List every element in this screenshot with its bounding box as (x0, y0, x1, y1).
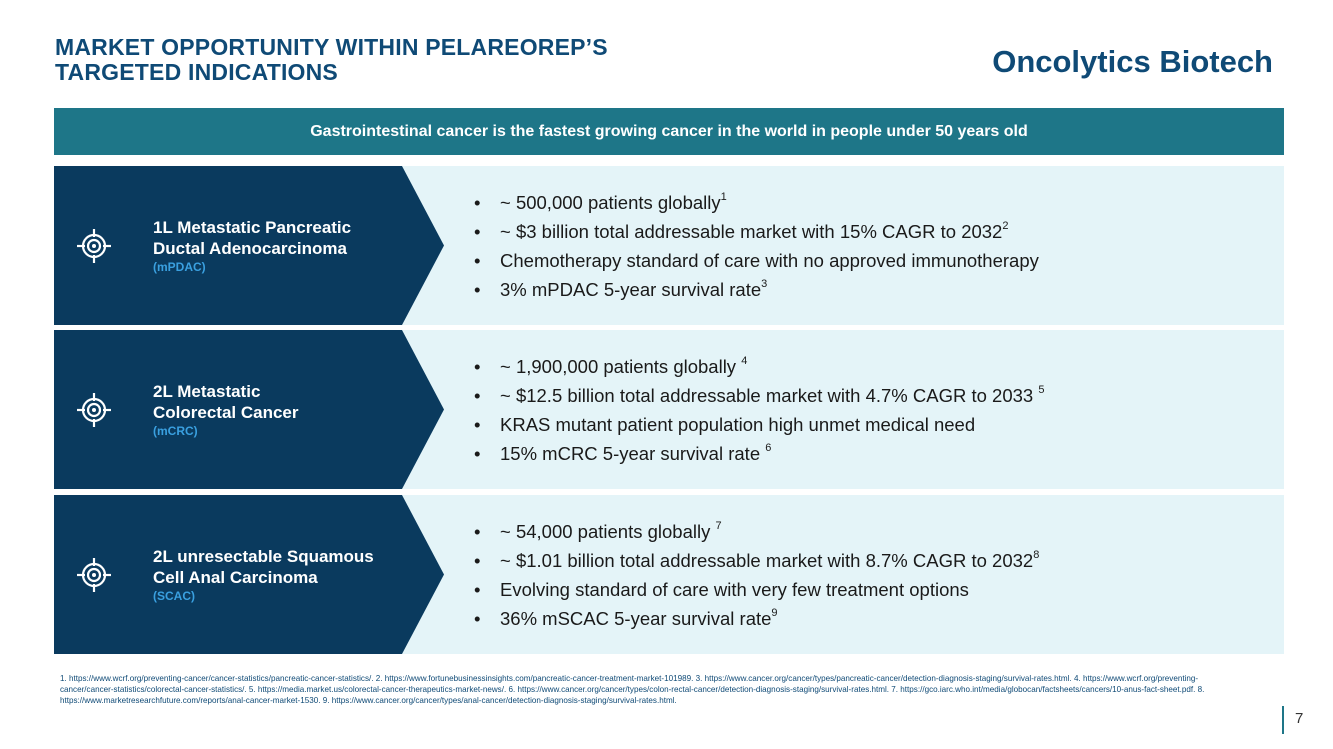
brand-name: Oncolytics Biotech (992, 44, 1273, 79)
bullet-item: • 36% mSCAC 5-year survival rate$^9$ (474, 604, 1039, 633)
references-footnote: 1. https://www.wcrf.org/preventing-cancer/cancer-statistics/pancreatic-cancer-statistics/. 2. https://www.fortunebusinessinsights.com/pancreatic-cancer-treatment-market-101989. 3. https://www.cancer.org/cancer/types/pancreatic-cancer/detection-diagnosis-staging/survival-rates.html. 4. https://www.wcrf.org/preventing-cancer/cancer-statistics/colorectal-cancer-statistics/. 5. https://media.market.us/colorectal-cancer-therapeutics-market-news/. 6. https://www.cancer.org/cancer/types/colon-rectal-cancer/detection-diagnosis-staging/survival-rates.html. 7. https://gco.iarc.who.int/media/globocan/factsheets/cancers/10-anus-fact-sheet.pdf. 8. https://www.marketresearchfuture.com/reports/anal-cancer-market-1530. 9. https://www.cancer.org/cancer/types/anal-cancer/detection-diagnosis-staging/survival-rates.html. (60, 674, 1205, 705)
bullet-item: • ~ $12.5 billion total addressable market with 4.7% CAGR to 2033 $^5$ (474, 381, 1044, 410)
indication-abbreviation: (SCAC) (153, 588, 195, 603)
indication-bullets (474, 188, 1039, 304)
slide-title-line1: MARKET OPPORTUNITY WITHIN PELAREOREP’S (55, 34, 608, 60)
footnote-marker: 8 (1033, 549, 1040, 562)
footnote-marker: 2 (1002, 220, 1009, 233)
footnote-marker: 4 (741, 355, 748, 368)
indication-row-mpdac (54, 166, 1284, 325)
indication-bullets (474, 352, 1044, 468)
indication-abbreviation: (mPDAC) (153, 259, 206, 274)
bullet-item: • Evolving standard of care with very few treatment options (474, 575, 1039, 604)
headline-banner: Gastrointestinal cancer is the fastest growing cancer in the world in people under 50 years old (54, 108, 1284, 155)
footnote-marker: 5 (1038, 384, 1045, 397)
footnote-marker: 3 (761, 278, 768, 291)
bullet-item: • KRAS mutant patient population high unmet medical need (474, 410, 1044, 439)
footnote-marker: 6 (765, 442, 772, 455)
slide-title-line2: TARGETED INDICATIONS (55, 59, 338, 85)
bullet-item: • Chemotherapy standard of care with no approved immunotherapy (474, 246, 1039, 275)
indication-name-line2: Cell Anal Carcinoma (153, 567, 318, 587)
indication-label (153, 546, 403, 604)
indication-bullets (474, 517, 1039, 633)
footnote-marker: 1 (720, 191, 727, 204)
bullet-item: • 15% mCRC 5-year survival rate $^6$ (474, 439, 1044, 468)
indication-name-line1: 1L Metastatic Pancreatic (153, 217, 352, 237)
target-icon (76, 557, 112, 593)
slide-title (55, 35, 775, 85)
indication-name-line1: 2L unresectable Squamous (153, 546, 374, 566)
page-number-divider (1282, 706, 1284, 734)
bullet-item: • ~ 54,000 patients globally $^7$ (474, 517, 1039, 546)
bullet-item: • ~ 500,000 patients globally$^1$ (474, 188, 1039, 217)
page-number: 7 (1295, 710, 1304, 727)
indication-name-line1: 2L Metastatic (153, 381, 261, 401)
bullet-item: • ~ $3 billion total addressable market with 15% CAGR to 2032$^2$ (474, 217, 1039, 246)
footnote-marker: 7 (715, 520, 722, 533)
bullet-item: • ~ $1.01 billion total addressable market with 8.7% CAGR to 2032$^8$ (474, 546, 1039, 575)
bullet-item: • 3% mPDAC 5-year survival rate$^3$ (474, 275, 1039, 304)
bullet-item: • ~ 1,900,000 patients globally $^4$ (474, 352, 1044, 381)
indication-label (153, 217, 403, 275)
indication-name-line2: Ductal Adenocarcinoma (153, 238, 347, 258)
target-icon (76, 228, 112, 264)
indication-name-line2: Colorectal Cancer (153, 402, 299, 422)
indication-row-scac (54, 495, 1284, 654)
indication-abbreviation: (mCRC) (153, 423, 198, 438)
indication-label (153, 381, 403, 439)
target-icon (76, 392, 112, 428)
footnote-marker: 9 (771, 607, 778, 620)
indication-row-mcrc (54, 330, 1284, 489)
